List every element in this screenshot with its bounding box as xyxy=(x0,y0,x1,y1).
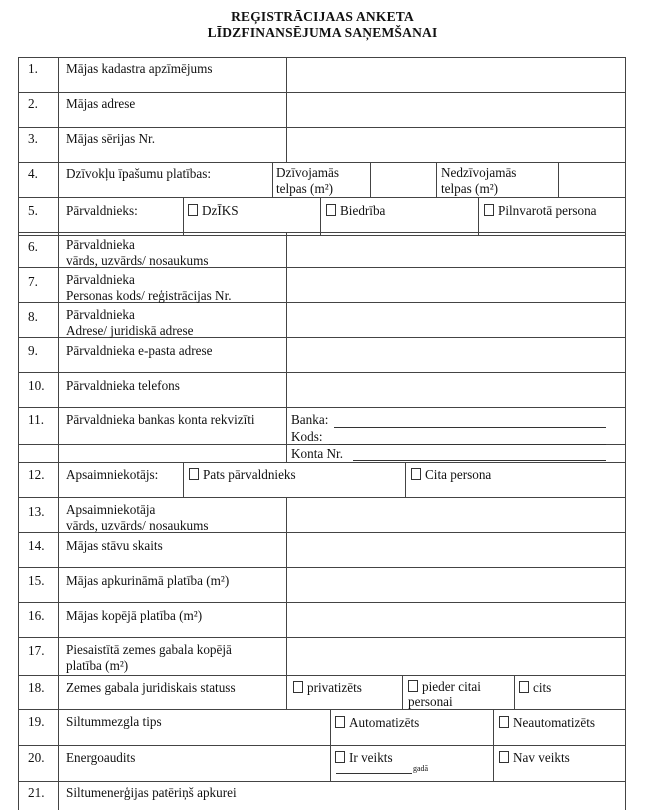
option-dziks[interactable] xyxy=(188,203,239,219)
row-label-series: Mājas sērijas Nr. xyxy=(66,131,155,146)
row-label-floors: Mājas stāvu skaits xyxy=(66,538,163,553)
row-label-address: Mājas adrese xyxy=(66,96,136,111)
account-label: Konta Nr. xyxy=(291,446,344,461)
checkbox-icon[interactable] xyxy=(499,751,509,763)
living-area-label-l2: telpas (m²) xyxy=(276,181,334,196)
checkbox-icon[interactable] xyxy=(408,680,418,692)
row-number: 12. xyxy=(28,467,45,482)
row-label-land-area-l1: Piesaistītā zemes gabala kopējā xyxy=(66,642,232,657)
option-label: DzĪKS xyxy=(202,203,239,218)
input-account[interactable] xyxy=(353,460,606,461)
checkbox-icon[interactable] xyxy=(411,468,421,480)
checkbox-icon[interactable] xyxy=(519,681,529,693)
input-bank[interactable] xyxy=(334,427,606,428)
option-belongs-to-other-l2: personai xyxy=(408,694,453,709)
option-association[interactable] xyxy=(326,203,385,219)
registration-form-table xyxy=(18,57,626,810)
row-label-manager-address-l2: Adrese/ juridiskā adrese xyxy=(66,323,194,338)
option-non-automated[interactable] xyxy=(499,715,595,731)
row-number: 5. xyxy=(28,203,38,218)
input-manager-email[interactable] xyxy=(288,339,622,371)
input-address[interactable] xyxy=(288,94,622,126)
option-automated[interactable] xyxy=(335,715,419,731)
row-label-heat-unit-type: Siltummezgla tips xyxy=(66,714,162,729)
input-manager-address[interactable] xyxy=(288,304,622,336)
form-title-line2: LĪDZFINANSĒJUMA SAŅEMŠANAI xyxy=(207,25,438,40)
row-label-energy-audit: Energoaudits xyxy=(66,750,136,765)
row-label-pm-name-l2: vārds, uzvārds/ nosaukums xyxy=(66,518,209,533)
row-number: 17. xyxy=(28,643,45,658)
input-cadastre[interactable] xyxy=(288,59,622,91)
row-label-property-manager: Apsaimniekotājs: xyxy=(66,467,159,482)
row-label-bank-details: Pārvaldnieka bankas konta rekvizīti xyxy=(66,412,255,427)
row-label-land-area-l2: platība (m²) xyxy=(66,658,129,673)
option-label: Biedrība xyxy=(340,203,386,218)
input-total-area[interactable] xyxy=(288,604,622,636)
code-label: Kods: xyxy=(291,429,323,444)
checkbox-icon[interactable] xyxy=(189,468,199,480)
option-label: pieder citai xyxy=(422,679,481,694)
option-audit-done[interactable] xyxy=(335,750,393,766)
input-manager-name[interactable] xyxy=(288,237,622,266)
row-number: 15. xyxy=(28,573,45,588)
option-other-person[interactable] xyxy=(411,467,491,483)
row-label-cadastre: Mājas kadastra apzīmējums xyxy=(66,61,213,76)
row-number: 6. xyxy=(28,239,38,254)
row-label-manager-email: Pārvaldnieka e-pasta adrese xyxy=(66,343,213,358)
input-heated-area[interactable] xyxy=(288,569,622,601)
bank-label: Banka: xyxy=(291,412,329,427)
input-manager-code[interactable] xyxy=(288,269,622,301)
row-number: 13. xyxy=(28,504,45,519)
option-label: Neautomatizēts xyxy=(513,715,596,730)
checkbox-icon[interactable] xyxy=(499,716,509,728)
input-nonliving-area[interactable] xyxy=(559,164,623,196)
checkbox-icon[interactable] xyxy=(335,751,345,763)
input-living-area[interactable] xyxy=(371,164,435,196)
row-label-heated-area: Mājas apkurināmā platība (m²) xyxy=(66,573,230,588)
option-privatized[interactable] xyxy=(293,680,362,696)
option-label: Ir veikts xyxy=(349,750,393,765)
option-self-manager[interactable] xyxy=(189,467,296,483)
form-title-line1: REĢISTRĀCIJAAS ANKETA xyxy=(231,9,414,24)
row-label-apartment-areas: Dzīvokļu īpašumu platības: xyxy=(66,166,212,181)
row-label-manager: Pārvaldnieks: xyxy=(66,203,138,218)
option-belongs-to-other[interactable] xyxy=(408,679,481,695)
row-number: 9. xyxy=(28,343,38,358)
input-manager-phone[interactable] xyxy=(288,374,622,406)
input-series[interactable] xyxy=(288,129,622,161)
row-number: 7. xyxy=(28,274,38,289)
row-number: 14. xyxy=(28,538,45,553)
row-number: 18. xyxy=(28,680,45,695)
row-number: 2. xyxy=(28,96,38,111)
nonliving-area-label-l1: Nedzīvojamās xyxy=(441,165,517,180)
checkbox-icon[interactable] xyxy=(326,204,336,216)
row-label-manager-phone: Pārvaldnieka telefons xyxy=(66,378,180,393)
input-floors[interactable] xyxy=(288,534,622,566)
option-label: cits xyxy=(533,680,552,695)
input-pm-name[interactable] xyxy=(288,499,622,531)
row-number: 10. xyxy=(28,378,45,393)
living-area-label-l1: Dzīvojamās xyxy=(276,165,339,180)
option-label: Cita persona xyxy=(425,467,492,482)
option-authorized-person[interactable] xyxy=(484,203,597,219)
nonliving-area-label-l2: telpas (m²) xyxy=(441,181,499,196)
option-label: Pats pārvaldnieks xyxy=(203,467,296,482)
input-code[interactable] xyxy=(329,444,606,445)
row-label-manager-address-l1: Pārvaldnieka xyxy=(66,307,135,322)
option-label: privatizēts xyxy=(307,680,362,695)
row-number: 16. xyxy=(28,608,45,623)
row-number: 19. xyxy=(28,714,45,729)
option-other[interactable] xyxy=(519,680,551,696)
row-number: 4. xyxy=(28,166,38,181)
row-label-manager-name-l2: vārds, uzvārds/ nosaukums xyxy=(66,253,209,268)
row-label-heat-consumption: Siltumenerģijas patēriņš apkurei xyxy=(66,785,237,800)
row-number: 20. xyxy=(28,750,45,765)
row-number: 1. xyxy=(28,61,38,76)
option-label: Automatizēts xyxy=(349,715,420,730)
checkbox-icon[interactable] xyxy=(188,204,198,216)
row-number: 3. xyxy=(28,131,38,146)
checkbox-icon[interactable] xyxy=(293,681,303,693)
row-label-manager-name-l1: Pārvaldnieka xyxy=(66,237,135,252)
row-label-pm-name-l1: Apsaimniekotāja xyxy=(66,502,156,517)
checkbox-icon[interactable] xyxy=(484,204,494,216)
row-label-manager-code-l2: Personas kods/ reģistrācijas Nr. xyxy=(66,288,232,303)
row-number: 11. xyxy=(28,412,44,427)
row-number: 21. xyxy=(28,785,45,800)
row-number: 8. xyxy=(28,309,38,324)
checkbox-icon[interactable] xyxy=(335,716,345,728)
row-label-total-area: Mājas kopējā platība (m²) xyxy=(66,608,203,623)
option-label: Nav veikts xyxy=(513,750,570,765)
input-land-area[interactable] xyxy=(288,639,622,674)
row-label-land-status: Zemes gabala juridiskais statuss xyxy=(66,680,236,695)
year-suffix: gadā xyxy=(413,764,429,773)
row-label-manager-code-l1: Pārvaldnieka xyxy=(66,272,135,287)
option-audit-not-done[interactable] xyxy=(499,750,570,766)
option-label: Pilnvarotā persona xyxy=(498,203,597,218)
input-audit-year[interactable] xyxy=(336,773,412,774)
